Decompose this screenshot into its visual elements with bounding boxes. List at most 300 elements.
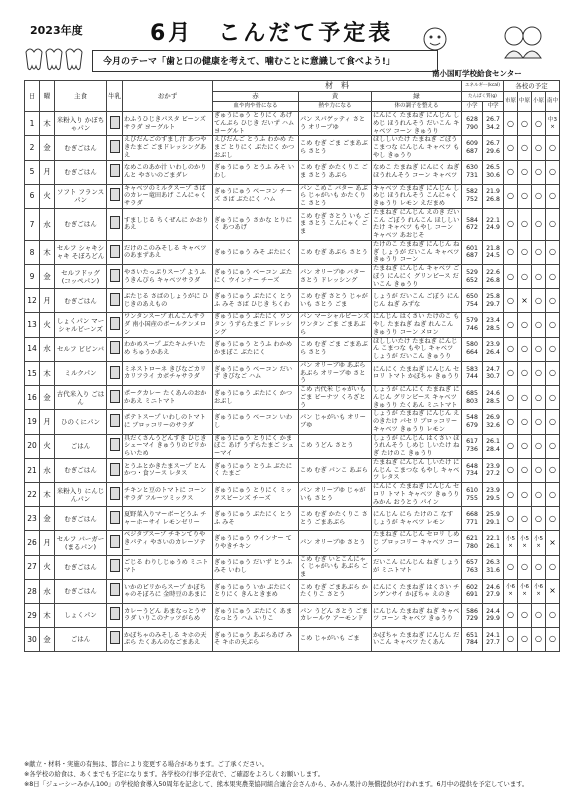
- staple-food-cell: むぎごはん: [55, 458, 107, 482]
- school-3-status: ○: [532, 386, 546, 410]
- dishes-cell: すましじる ちくぜんに かおりあえ: [123, 208, 213, 240]
- menu-row: [25, 361, 560, 385]
- protein-values-cell: [483, 555, 504, 579]
- milk-cell: [107, 434, 123, 458]
- menu-row: [25, 483, 560, 507]
- protein-value: 22.1: [486, 535, 500, 543]
- school-4-status: ○: [546, 434, 560, 458]
- school-4-status: ○: [546, 507, 560, 531]
- menu-row: [25, 136, 560, 160]
- energy-value: 664: [466, 349, 478, 357]
- red-ingredients-cell: ぎゅうにゅう とうふ わかめ かまぼこ ぶたにく: [213, 337, 299, 361]
- green-ingredients-cell: にんにく たまねぎ にんじん しめじ ほうれんそう だいこん キャベツ コーン きゅうり: [372, 112, 462, 136]
- yellow-ingredients-cell: こめ むぎ かたくりこ さとう ごまあぶら: [299, 507, 372, 531]
- energy-value: 628: [466, 115, 478, 123]
- staple-food-cell: むぎごはん: [55, 160, 107, 184]
- green-ingredients-cell: しょうが だいこん ごぼう にんじん ねぎ みずな: [372, 289, 462, 313]
- day-cell: 28: [25, 579, 40, 603]
- col-green: 緑: [372, 92, 462, 102]
- school-2-status: ○: [518, 434, 532, 458]
- yellow-ingredients-cell: こめ むぎ さとう じゃがいも さとう ごま: [299, 289, 372, 313]
- energy-values-cell: [462, 265, 483, 289]
- school-1-status: ○: [504, 112, 518, 136]
- yellow-ingredients-cell: パン オリーブゆ さとう: [299, 531, 372, 555]
- menu-row: [25, 208, 560, 240]
- kitchen-center-name: 南小国町学校給食センター: [432, 69, 522, 78]
- menu-row: [25, 458, 560, 482]
- weekday-cell: 木: [40, 483, 55, 507]
- col-protein: たんぱく質(g): [462, 92, 504, 102]
- energy-value: 609: [466, 140, 478, 148]
- school-1-status: ○: [504, 410, 518, 434]
- energy-value: 652: [466, 276, 478, 284]
- school-3-status: ○: [532, 507, 546, 531]
- school-1-status: ○: [504, 240, 518, 264]
- protein-value: 23.4: [486, 317, 500, 325]
- protein-value: 32.6: [486, 421, 500, 429]
- weekday-cell: 月: [40, 531, 55, 555]
- protein-value: 26.4: [486, 349, 500, 357]
- dishes-cell: 夏野菜入りマーボーどうふ チャーホーサイ レモンゼリー: [123, 507, 213, 531]
- energy-values-cell: [462, 458, 483, 482]
- staple-food-cell: ごはん: [55, 627, 107, 651]
- school-4-status: ○: [546, 265, 560, 289]
- staple-food-cell: ミルクパン: [55, 361, 107, 385]
- red-ingredients-cell: ぎゅうにゅう ベーコン だいず きびなご ハム: [213, 361, 299, 385]
- staple-food-cell: 米粉入り かぼちゃパン: [55, 112, 107, 136]
- milk-carton-icon: [110, 317, 120, 330]
- milk-cell: [107, 627, 123, 651]
- energy-value: 580: [466, 341, 478, 349]
- green-ingredients-cell: かぼちゃ たまねぎ にんじん だいこん キャベツ たくあん: [372, 627, 462, 651]
- dishes-cell: キャベツのミルクスープ さばのカレー竜田あげ こんにゃくサラダ: [123, 184, 213, 208]
- milk-cell: [107, 208, 123, 240]
- green-ingredients-cell: たまねぎ にんじん しいたけ にんじん こまつな もやし キャベツ レタス: [372, 458, 462, 482]
- note-line: ※8日「ジューシーみかん100」の学校給食導入50周年を記念して、熊本果実農業協同組合連合会さんから、みかん果汁の無償提供が行われます。6月中の提供を予定しています。: [24, 781, 529, 788]
- yellow-ingredients-cell: パン うどん さとう ごま カレールウ アーモンド: [299, 603, 372, 627]
- energy-value: 586: [466, 607, 478, 615]
- protein-values-cell: [483, 579, 504, 603]
- energy-values-cell: [462, 434, 483, 458]
- energy-value: 763: [466, 567, 478, 575]
- protein-value: 22.1: [486, 216, 500, 224]
- energy-values-cell: [462, 627, 483, 651]
- school-2-status: ○: [518, 337, 532, 361]
- school-1-status: ○: [504, 555, 518, 579]
- red-ingredients-cell: ぎゅうにゅう ウインナー てりやきチキン: [213, 531, 299, 555]
- school-4-status: ○: [546, 184, 560, 208]
- school-2-status: ○: [518, 184, 532, 208]
- staple-food-cell: 古代米入り ごはん: [55, 386, 107, 410]
- protein-value: 31.6: [486, 567, 500, 575]
- school-4-status: ○: [546, 313, 560, 337]
- school-3-status: ○: [532, 184, 546, 208]
- staple-food-cell: むぎごはん: [55, 507, 107, 531]
- staple-food-cell: むぎごはん: [55, 579, 107, 603]
- menu-row: [25, 337, 560, 361]
- milk-cell: [107, 579, 123, 603]
- energy-values-cell: [462, 112, 483, 136]
- energy-value: 548: [466, 414, 478, 422]
- milk-cell: [107, 386, 123, 410]
- energy-value: 602: [466, 583, 478, 591]
- red-ingredients-cell: ぎゅうにゅう ベーコン いわし: [213, 410, 299, 434]
- dishes-cell: やさいたっぷりスープ ようふうきんぴら キャベツサラダ: [123, 265, 213, 289]
- protein-value: 29.6: [486, 147, 500, 155]
- day-cell: 5: [25, 160, 40, 184]
- school-1-status: 小5 ×: [504, 531, 518, 555]
- red-ingredients-cell: ぎゅうにゅう あぶらあげ みそ キホの天ぷら: [213, 627, 299, 651]
- school-1-status: ○: [504, 627, 518, 651]
- protein-value: 23.9: [486, 462, 500, 470]
- school-2-status: ○: [518, 361, 532, 385]
- weekday-cell: 月: [40, 160, 55, 184]
- red-ingredients-cell: ぎゅうにゅう みそ ぶたにく: [213, 240, 299, 264]
- milk-carton-icon: [110, 116, 120, 129]
- energy-value: 668: [466, 511, 478, 518]
- school-1-status: ○: [504, 265, 518, 289]
- school-3-status: ○: [532, 410, 546, 434]
- weekday-cell: 月: [40, 410, 55, 434]
- school-3-status: ○: [532, 337, 546, 361]
- day-cell: 12: [25, 289, 40, 313]
- day-cell: 15: [25, 361, 40, 385]
- staple-food-cell: むぎごはん: [55, 289, 107, 313]
- milk-carton-icon: [110, 631, 120, 644]
- menu-row: [25, 386, 560, 410]
- col-school-3: 小原: [532, 92, 546, 112]
- col-red-sub: 血や肉や骨になる: [213, 102, 299, 112]
- weekday-cell: 水: [40, 579, 55, 603]
- school-1-status: ○: [504, 603, 518, 627]
- staple-food-cell: ひのくにパン: [55, 410, 107, 434]
- protein-value: 27.7: [486, 639, 500, 647]
- school-4-status: ○: [546, 458, 560, 482]
- yellow-ingredients-cell: こめ むぎ かたくりこ ごま さとう あぶら: [299, 160, 372, 184]
- milk-carton-icon: [110, 414, 120, 427]
- milk-cell: [107, 136, 123, 160]
- energy-values-cell: [462, 603, 483, 627]
- col-school-2: 中原: [518, 92, 532, 112]
- school-3-status: ○: [532, 313, 546, 337]
- energy-value: 691: [466, 591, 478, 599]
- school-4-status: ○: [546, 289, 560, 313]
- yellow-ingredients-cell: パン マーシャルビーンズ ワンタン ごま ごまあぶら: [299, 313, 372, 337]
- day-cell: 23: [25, 507, 40, 531]
- staple-food-cell: セルフ シャキシャキ そぼろどん: [55, 240, 107, 264]
- col-milk: 牛乳: [107, 81, 123, 112]
- protein-value: 28.4: [486, 446, 500, 454]
- red-ingredients-cell: ぎゅうにゅう ぶたにく とうふ みそ さば ひじき ちくわ: [213, 289, 299, 313]
- school-1-status: ○: [504, 386, 518, 410]
- energy-values-cell: [462, 507, 483, 531]
- menu-row: [25, 507, 560, 531]
- protein-value: 24.6: [486, 583, 500, 591]
- milk-cell: [107, 112, 123, 136]
- staple-food-cell: セルフ ビビンバ: [55, 337, 107, 361]
- school-4-status: ○: [546, 555, 560, 579]
- green-ingredients-cell: にんじん はくさい たけのこ もやし たまねぎ ねぎ れんこん きゅうり コーン メロン: [372, 313, 462, 337]
- day-cell: 26: [25, 531, 40, 555]
- protein-value: 24.1: [486, 631, 500, 639]
- energy-values-cell: [462, 483, 483, 507]
- green-ingredients-cell: ほししいたけ たまねぎ にんじん こまつな もやし キャベツ しょうが だいこん きゅうり: [372, 337, 462, 361]
- milk-cell: [107, 507, 123, 531]
- dishes-cell: だけのこのみそしる キャベツのあまずあえ: [123, 240, 213, 264]
- milk-carton-icon: [110, 487, 120, 500]
- protein-value: 29.7: [486, 300, 500, 308]
- milk-cell: [107, 289, 123, 313]
- energy-value: 630: [466, 164, 478, 172]
- yellow-ingredients-cell: パン スパゲッティ さとう オリーブゆ: [299, 112, 372, 136]
- school-4-status: ○: [546, 208, 560, 240]
- day-cell: 9: [25, 265, 40, 289]
- school-1-status: ○: [504, 289, 518, 313]
- yellow-ingredients-cell: こめ うどん さとう: [299, 434, 372, 458]
- milk-cell: [107, 555, 123, 579]
- dishes-cell: わかめスープ ぶたキムチいため ちゅうかあえ: [123, 337, 213, 361]
- dishes-cell: ポークカレー たくあんのおかかあえ ミニトマト: [123, 386, 213, 410]
- dishes-cell: いかのピリからスープ かぼちゃのそぼろに 金時豆のあまに: [123, 579, 213, 603]
- dishes-cell: ごじる わりしじゅうめ ミニトマト: [123, 555, 213, 579]
- protein-values-cell: [483, 507, 504, 531]
- day-cell: 21: [25, 458, 40, 482]
- energy-value: 755: [466, 494, 478, 502]
- milk-carton-icon: [110, 511, 120, 524]
- day-cell: 8: [25, 240, 40, 264]
- school-3-status: ○: [532, 483, 546, 507]
- protein-value: 26.8: [486, 276, 500, 284]
- protein-value: 30.6: [486, 172, 500, 179]
- red-ingredients-cell: ぎゅうにゅう とうふ ぶたにく たまご: [213, 458, 299, 482]
- menu-row: [25, 184, 560, 208]
- protein-value: 29.5: [486, 494, 500, 502]
- protein-value: 26.5: [486, 164, 500, 172]
- protein-values-cell: [483, 458, 504, 482]
- protein-values-cell: [483, 410, 504, 434]
- protein-values-cell: [483, 208, 504, 240]
- milk-cell: [107, 313, 123, 337]
- dishes-cell: ポテトスープ いわしのトマトに ブロッコリーのサラダ: [123, 410, 213, 434]
- col-red: 赤: [213, 92, 299, 102]
- weekday-cell: 月: [40, 289, 55, 313]
- school-2-status: 小6 ×: [518, 579, 532, 603]
- day-cell: 14: [25, 337, 40, 361]
- menu-row: [25, 531, 560, 555]
- energy-value: 752: [466, 196, 478, 204]
- school-2-status: 小5 ×: [518, 531, 532, 555]
- yellow-ingredients-cell: こめ じゃがいも ごま: [299, 627, 372, 651]
- staple-food-cell: セルフドッグ (コッペパン): [55, 265, 107, 289]
- energy-values-cell: [462, 184, 483, 208]
- school-2-status: ○: [518, 603, 532, 627]
- day-cell: 30: [25, 627, 40, 651]
- red-ingredients-cell: ぎゅうにゅう ベーコン ぶたにく ウインナー チーズ: [213, 265, 299, 289]
- weekday-cell: 火: [40, 184, 55, 208]
- weekday-cell: 水: [40, 458, 55, 482]
- protein-value: 26.7: [486, 140, 500, 148]
- school-3-status: 小5 ×: [532, 531, 546, 555]
- menu-row: [25, 579, 560, 603]
- school-4-status: ○: [546, 627, 560, 651]
- dishes-cell: えびだんごのすまし汁 あつやきたまご ごまドレッシングあえ: [123, 136, 213, 160]
- green-ingredients-cell: だいこん にんじん ねぎ しょうが ミニトマト: [372, 555, 462, 579]
- energy-values-cell: [462, 386, 483, 410]
- energy-value: 657: [466, 559, 478, 567]
- school-1-status: ○: [504, 483, 518, 507]
- year-label: 2023年度: [30, 24, 83, 37]
- school-4-status: ○: [546, 386, 560, 410]
- day-cell: 22: [25, 483, 40, 507]
- yellow-ingredients-cell: こめ むぎ いとこんにゃく じゃがいも あぶら ごま: [299, 555, 372, 579]
- yellow-ingredients-cell: こめ むぎ さとう いも ごま さとう こんにゃく ごま: [299, 208, 372, 240]
- school-3-status: ○: [532, 627, 546, 651]
- weekday-cell: 金: [40, 627, 55, 651]
- yellow-ingredients-cell: こめ むぎ ごま ごまあぶら さとう: [299, 136, 372, 160]
- menu-row: [25, 555, 560, 579]
- milk-cell: [107, 531, 123, 555]
- weekday-cell: 木: [40, 603, 55, 627]
- red-ingredients-cell: ぎゅうにゅう ぶたにく あまなっとう ハム いりこ: [213, 603, 299, 627]
- weekday-cell: 木: [40, 361, 55, 385]
- day-cell: 29: [25, 603, 40, 627]
- energy-values-cell: [462, 313, 483, 337]
- energy-value: 803: [466, 397, 478, 405]
- green-ingredients-cell: しょうが にんじん はくさい ほうれんそう しめじ しいたけ ねぎ たけのこ きゅうり: [372, 434, 462, 458]
- school-1-status: ○: [504, 337, 518, 361]
- school-4-status: ○: [546, 136, 560, 160]
- weekday-cell: 木: [40, 240, 55, 264]
- red-ingredients-cell: ぎゅうにゅう ベーコン チーズ さば ぶたにく ハム: [213, 184, 299, 208]
- school-2-status: ○: [518, 265, 532, 289]
- protein-value: 25.8: [486, 293, 500, 300]
- milk-carton-icon: [110, 293, 120, 306]
- school-2-status: ○: [518, 112, 532, 136]
- day-cell: 20: [25, 434, 40, 458]
- milk-cell: [107, 410, 123, 434]
- menu-row: [25, 160, 560, 184]
- green-ingredients-cell: にんにく たまねぎ にんじん セロリ トマト かぼちゃ きゅうり: [372, 361, 462, 385]
- energy-values-cell: [462, 136, 483, 160]
- page-title: 6月 こんだて予定表: [150, 21, 394, 46]
- protein-values-cell: [483, 313, 504, 337]
- milk-carton-icon: [110, 366, 120, 379]
- school-3-status: ○: [532, 434, 546, 458]
- milk-cell: [107, 458, 123, 482]
- school-3-status: ○: [532, 603, 546, 627]
- energy-values-cell: [462, 579, 483, 603]
- school-3-status: ○: [532, 361, 546, 385]
- milk-carton-icon: [110, 216, 120, 229]
- col-dishes: おかず: [123, 81, 213, 112]
- milk-carton-icon: [110, 140, 120, 153]
- yellow-ingredients-cell: こめ 古代米 じゃがいも ごま ビーナツ くろざとう: [299, 386, 372, 410]
- milk-carton-icon: [110, 188, 120, 201]
- col-day: 日: [25, 81, 40, 112]
- day-cell: 2: [25, 136, 40, 160]
- protein-value: 24.9: [486, 224, 500, 232]
- green-ingredients-cell: にんにく たまねぎ にんじん セロリ トマト キャベツ きゅうり みかん おうとう パイン: [372, 483, 462, 507]
- menu-row: [25, 313, 560, 337]
- energy-value: 771: [466, 518, 478, 526]
- protein-value: 26.3: [486, 559, 500, 567]
- day-cell: 16: [25, 386, 40, 410]
- menu-row: [25, 410, 560, 434]
- protein-value: 28.5: [486, 324, 500, 332]
- school-3-status: ○: [532, 458, 546, 482]
- day-cell: 1: [25, 112, 40, 136]
- weekday-cell: 水: [40, 337, 55, 361]
- milk-carton-icon: [110, 164, 120, 177]
- school-1-status: ○: [504, 434, 518, 458]
- weekday-cell: 火: [40, 555, 55, 579]
- note-line: ※各学校の給食は、あくまでも予定になります。各学校の行事予定表で、ご確認をよろしくお願いします。: [24, 771, 325, 778]
- energy-value: 601: [466, 244, 478, 252]
- protein-value: 24.4: [486, 607, 500, 615]
- day-cell: 19: [25, 410, 40, 434]
- staple-food-cell: むぎごはん: [55, 555, 107, 579]
- red-ingredients-cell: ぎゅうにゅう とうふ みそ いわし: [213, 160, 299, 184]
- milk-cell: [107, 361, 123, 385]
- school-4-status: ×: [546, 579, 560, 603]
- school-1-status: ○: [504, 361, 518, 385]
- green-ingredients-cell: キャベツ たまねぎ にんじん しめじ ほうれんそう こんにゃく きゅうり レモン えだまめ: [372, 184, 462, 208]
- milk-cell: [107, 603, 123, 627]
- protein-values-cell: [483, 483, 504, 507]
- energy-value: 650: [466, 293, 478, 300]
- col-yellow-sub: 熱や力になる: [299, 102, 372, 112]
- energy-values-cell: [462, 337, 483, 361]
- milk-cell: [107, 240, 123, 264]
- protein-value: 24.6: [486, 389, 500, 397]
- school-2-status: ○: [518, 160, 532, 184]
- staple-food-cell: ごはん: [55, 434, 107, 458]
- protein-values-cell: [483, 531, 504, 555]
- school-3-status: ○: [532, 289, 546, 313]
- weekday-cell: 火: [40, 434, 55, 458]
- day-cell: 13: [25, 313, 40, 337]
- energy-value: 579: [466, 317, 478, 325]
- energy-values-cell: [462, 289, 483, 313]
- weekday-cell: 金: [40, 136, 55, 160]
- yellow-ingredients-cell: こめ むぎ ごま ごまあぶら さとう: [299, 337, 372, 361]
- yellow-ingredients-cell: こめ むぎ パンこ あぶら: [299, 458, 372, 482]
- milk-cell: [107, 184, 123, 208]
- milk-carton-icon: [110, 559, 120, 572]
- energy-value: 687: [466, 147, 478, 155]
- protein-values-cell: [483, 386, 504, 410]
- weekday-cell: 金: [40, 386, 55, 410]
- school-4-status: ○: [546, 361, 560, 385]
- staple-food-cell: ソフト フランスパン: [55, 184, 107, 208]
- menu-row: [25, 112, 560, 136]
- school-2-status: ○: [518, 240, 532, 264]
- school-2-status: ○: [518, 386, 532, 410]
- menu-row: [25, 434, 560, 458]
- protein-values-cell: [483, 112, 504, 136]
- weekday-cell: 水: [40, 208, 55, 240]
- children-illustration-icon: [500, 24, 546, 60]
- school-1-status: ○: [504, 507, 518, 531]
- energy-value: 672: [466, 224, 478, 232]
- school-4-status: ○: [546, 337, 560, 361]
- yellow-ingredients-cell: パン こめこ バター あぶら じゃがいも かたくりこ さとう: [299, 184, 372, 208]
- staple-food-cell: セルフ バーガー (まるパン): [55, 531, 107, 555]
- protein-value: 21.9: [486, 188, 500, 196]
- school-3-status: ○: [532, 112, 546, 136]
- school-4-status: ○: [546, 240, 560, 264]
- milk-cell: [107, 337, 123, 361]
